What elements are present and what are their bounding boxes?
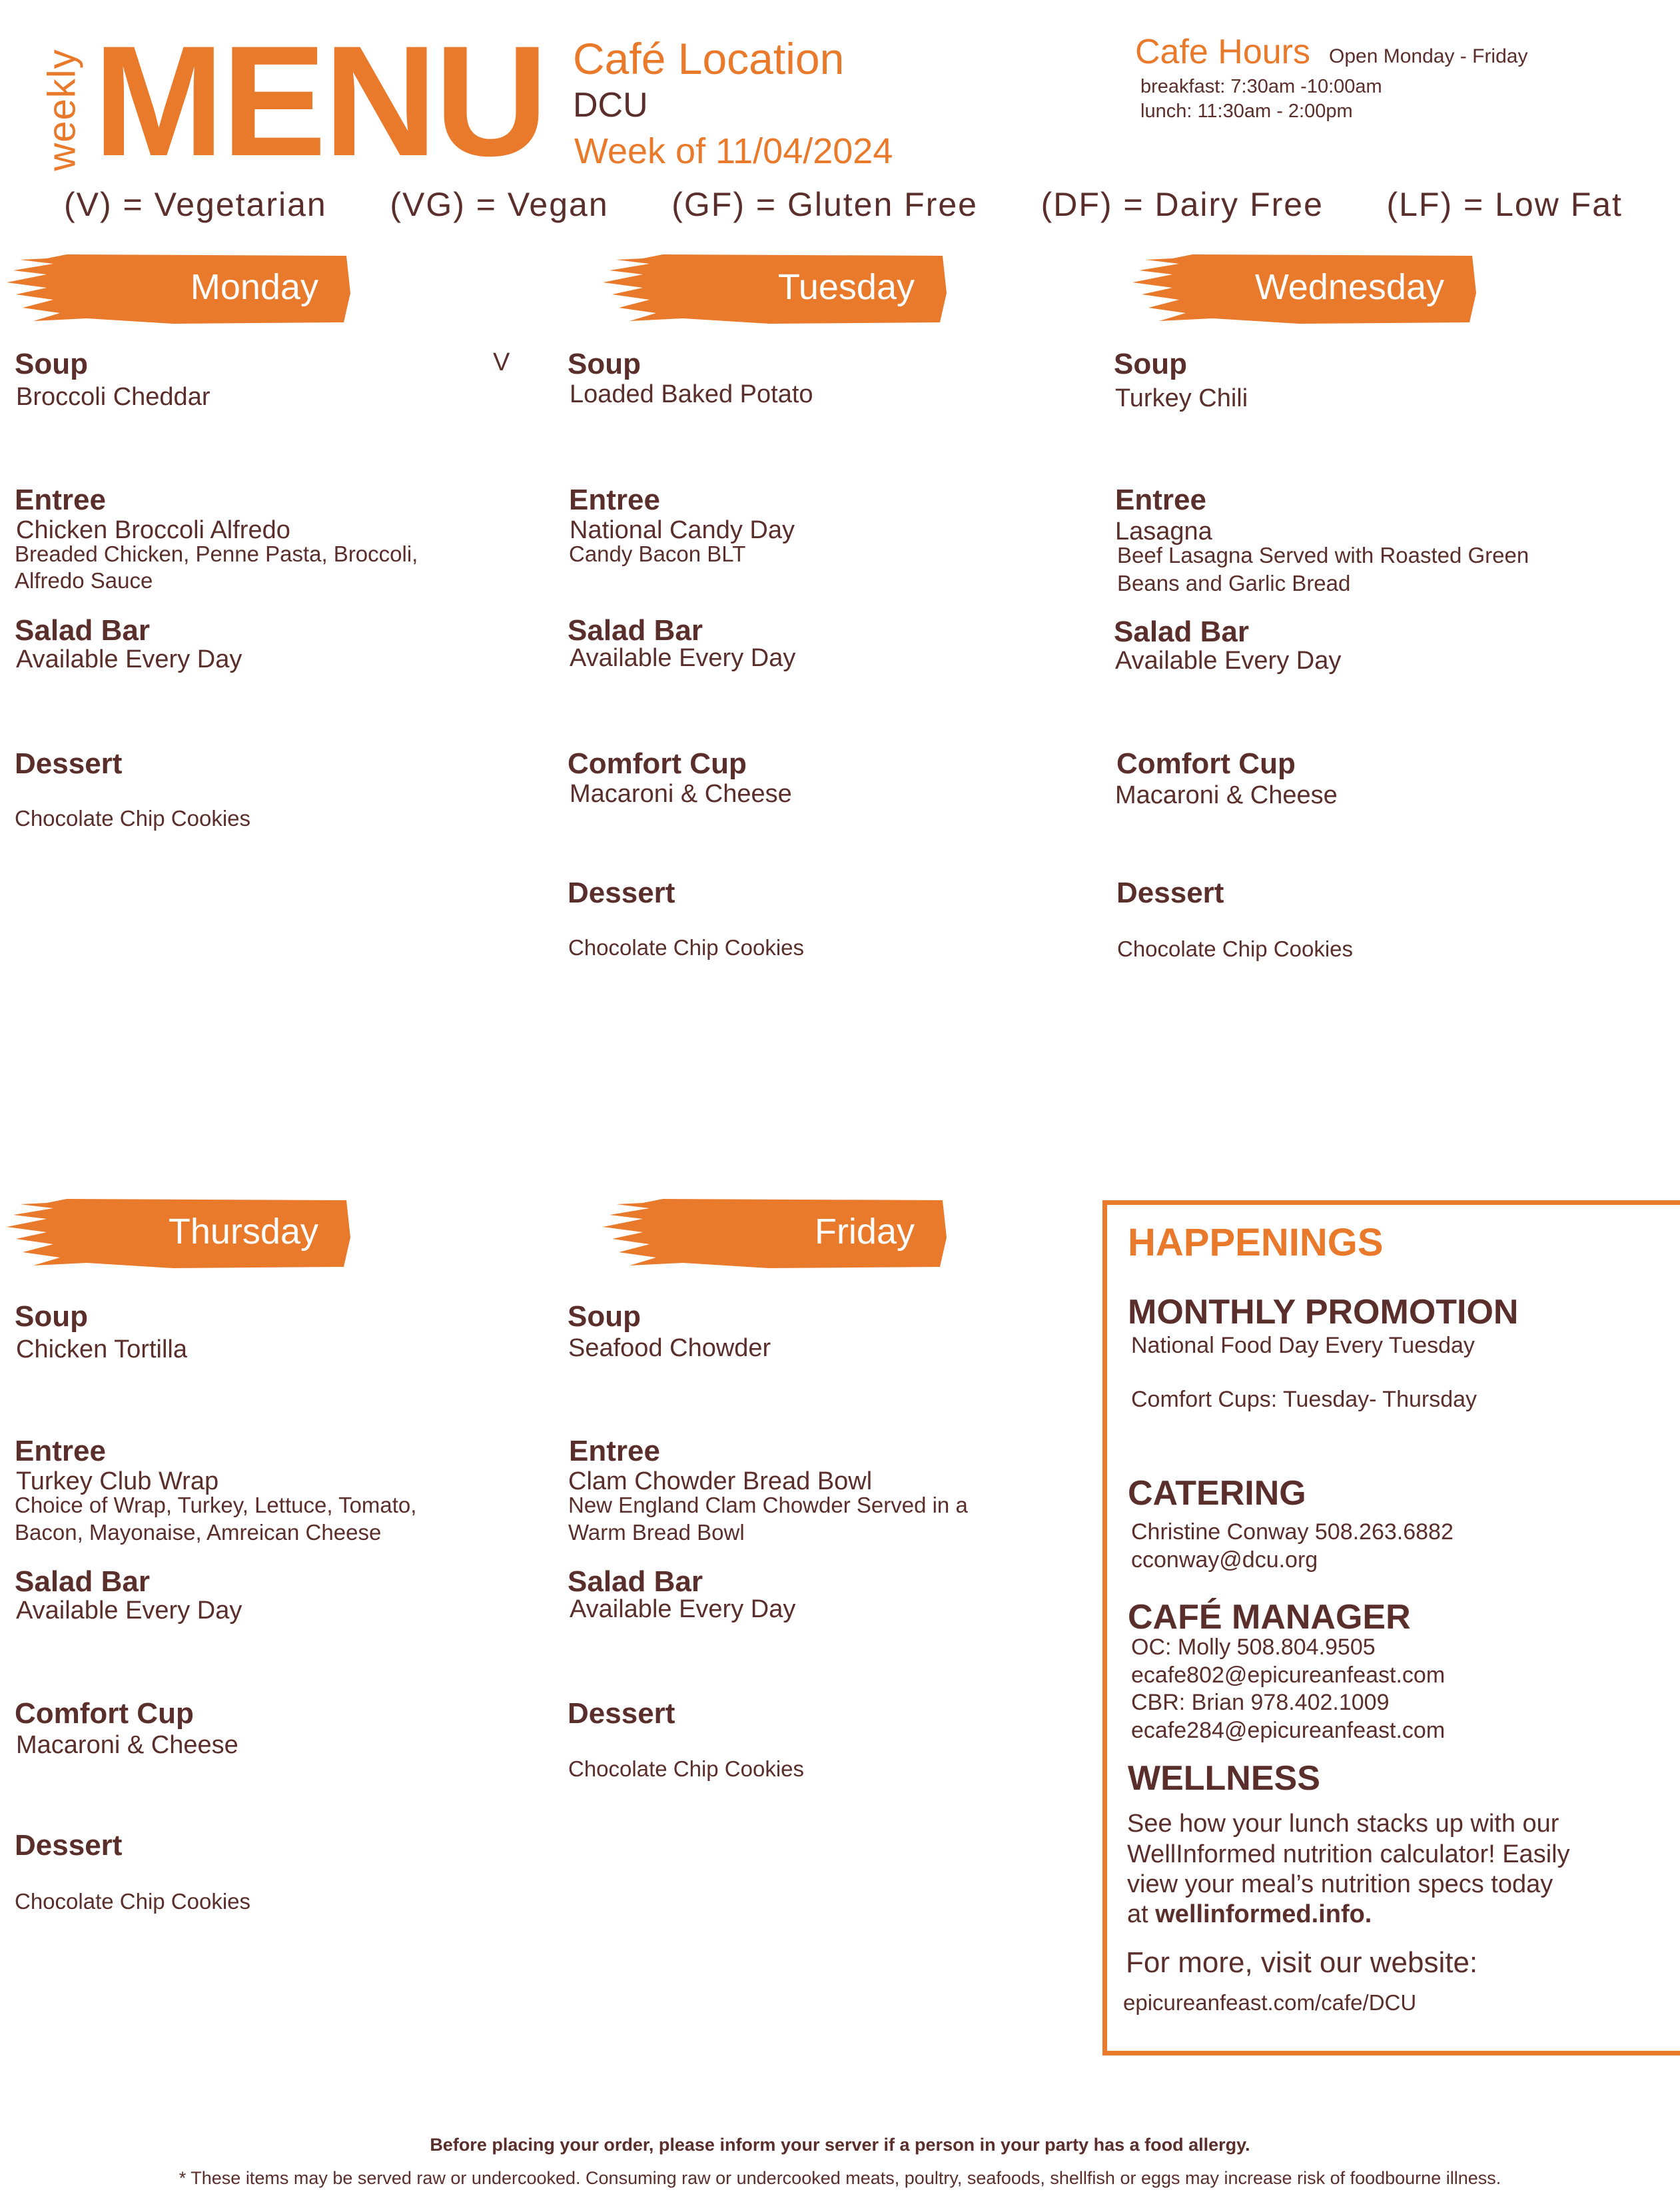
monday-dessert: Chocolate Chip Cookies [15,806,251,831]
tuesday-salad-heading: Salad Bar [568,614,703,647]
day-label-monday: Monday [190,267,318,307]
wednesday-soup: Turkey Chili [1115,384,1248,412]
wellinformed-link[interactable]: wellinformed.info. [1155,1900,1372,1928]
tuesday-dessert: Chocolate Chip Cookies [568,935,805,960]
friday-salad: Available Every Day [570,1595,796,1623]
thursday-comfort: Macaroni & Cheese [16,1731,238,1759]
friday-salad-heading: Salad Bar [568,1565,703,1598]
legend-vegan: (VG) = Vegan [390,186,609,223]
cafe-location-label: Café Location [573,34,845,83]
weekly-label [39,47,85,173]
weekly-text: weekly [40,49,84,171]
thursday-comfort-heading: Comfort Cup [15,1697,194,1730]
wednesday-salad-heading: Salad Bar [1114,615,1249,648]
tuesday-soup: Loaded Baked Potato [570,380,813,408]
wednesday-soup-heading: Soup [1114,348,1187,380]
day-label-wednesday: Wednesday [1254,267,1444,307]
legend-gluten-free: (GF) = Gluten Free [671,186,978,223]
catering-heading: CATERING [1128,1474,1306,1513]
wellness-heading: WELLNESS [1128,1759,1320,1798]
wellness-line-4-prefix: at [1127,1900,1156,1928]
website-link[interactable]: epicureanfeast.com/cafe/DCU [1123,1990,1417,2015]
manager-oc-email[interactable]: ecafe802@epicureanfeast.com [1131,1662,1446,1688]
tuesday-entree-heading: Entree [569,484,660,516]
thursday-dessert-heading: Dessert [15,1829,123,1862]
thursday-salad: Available Every Day [16,1597,242,1625]
tuesday-soup-heading: Soup [568,348,641,380]
tuesday-entree-desc-1: Candy Bacon BLT [569,542,746,566]
manager-cbr-email[interactable]: ecafe284@epicureanfeast.com [1131,1718,1446,1743]
allergy-notice: Before placing your order, please inform your server if a person in your party has a food allergy. [430,2135,1250,2155]
day-label-thursday: Thursday [168,1212,318,1252]
wednesday-comfort-heading: Comfort Cup [1116,747,1296,780]
legend-low-fat: (LF) = Low Fat [1386,186,1623,223]
wednesday-dessert-heading: Dessert [1116,877,1224,909]
monday-entree-desc-1: Breaded Chicken, Penne Pasta, Broccoli, [15,542,418,566]
banner-tuesday [603,253,949,326]
thursday-soup: Chicken Tortilla [16,1335,187,1363]
monday-soup-heading: Soup [15,348,88,380]
friday-soup-heading: Soup [568,1300,641,1333]
wednesday-entree-desc-2: Beans and Garlic Bread [1117,571,1351,595]
wednesday-entree-heading: Entree [1115,484,1206,516]
legend-vegetarian: (V) = Vegetarian [64,186,327,223]
friday-entree-desc-2: Warm Bread Bowl [568,1520,745,1545]
diet-legend [64,185,1623,224]
wednesday-entree: Lasagna [1115,518,1212,546]
menu-title: MENU [93,13,546,189]
monday-entree: Chicken Broccoli Alfredo [16,516,290,544]
banner-wednesday [1132,253,1479,326]
monday-soup: Broccoli Cheddar [16,383,210,411]
friday-entree-desc-1: New England Clam Chowder Served in a [568,1493,968,1517]
monday-dessert-heading: Dessert [15,747,123,780]
friday-entree-heading: Entree [569,1435,660,1467]
thursday-soup-heading: Soup [15,1300,88,1333]
tuesday-salad: Available Every Day [570,644,796,672]
catering-email[interactable]: cconway@dcu.org [1131,1547,1318,1573]
cafe-hours-lunch: lunch: 11:30am - 2:00pm [1140,101,1353,122]
monday-salad-heading: Salad Bar [15,614,150,647]
manager-oc: OC: Molly 508.804.9505 [1131,1635,1376,1660]
day-label-tuesday: Tuesday [777,267,915,307]
wednesday-salad: Available Every Day [1115,647,1342,675]
wednesday-comfort: Macaroni & Cheese [1115,781,1338,809]
thursday-entree: Turkey Club Wrap [16,1467,219,1495]
banner-monday [7,253,353,326]
week-of: Week of 11/04/2024 [574,131,893,171]
undercooked-warning: * These items may be served raw or undercooked. Consuming raw or undercooked meats, poultry, seafoods, shellfish or eggs may increase risk of foodbourne illness. [179,2168,1501,2188]
cafe-hours-open: Open Monday - Friday [1329,45,1528,67]
thursday-entree-desc-1: Choice of Wrap, Turkey, Lettuce, Tomato, [15,1493,417,1517]
tuesday-comfort-heading: Comfort Cup [568,747,747,780]
happenings-title: HAPPENINGS [1128,1221,1384,1264]
wednesday-entree-desc-1: Beef Lasagna Served with Roasted Green [1117,543,1529,567]
cafe-manager-heading: CAFÉ MANAGER [1128,1598,1411,1637]
banner-thursday [7,1198,353,1271]
friday-dessert: Chocolate Chip Cookies [568,1756,805,1781]
promotion-line-1: National Food Day Every Tuesday [1131,1333,1475,1358]
friday-soup: Seafood Chowder [568,1334,771,1362]
wellness-line-1: See how your lunch stacks up with our [1127,1810,1559,1838]
tuesday-entree: National Candy Day [570,516,795,544]
thursday-salad-heading: Salad Bar [15,1565,150,1598]
banner-friday [603,1198,949,1271]
manager-cbr: CBR: Brian 978.402.1009 [1131,1690,1390,1715]
wellness-line-2: WellInformed nutrition calculator! Easily [1127,1840,1570,1868]
tuesday-dessert-heading: Dessert [568,877,675,909]
tuesday-comfort: Macaroni & Cheese [570,780,792,808]
wednesday-dessert: Chocolate Chip Cookies [1117,936,1354,961]
monday-salad: Available Every Day [16,645,242,673]
cafe-hours-breakfast: breakfast: 7:30am -10:00am [1140,76,1382,97]
monthly-promotion-heading: MONTHLY PROMOTION [1128,1293,1519,1331]
thursday-entree-desc-2: Bacon, Mayonaise, Amreican Cheese [15,1520,382,1545]
thursday-dessert: Chocolate Chip Cookies [15,1889,251,1914]
friday-entree: Clam Chowder Bread Bowl [568,1467,873,1495]
wellness-line-4 [1127,1900,1372,1930]
monday-entree-desc-2: Alfredo Sauce [15,568,153,593]
cafe-hours-title: Cafe Hours [1135,33,1310,71]
promotion-line-2: Comfort Cups: Tuesday- Thursday [1131,1387,1477,1412]
friday-dessert-heading: Dessert [568,1697,675,1730]
wellness-line-3: view your meal’s nutrition specs today [1127,1870,1553,1898]
day-label-friday: Friday [814,1212,915,1252]
monday-soup-tag: V [493,348,510,376]
legend-dairy-free: (DF) = Dairy Free [1041,186,1324,223]
thursday-entree-heading: Entree [15,1435,106,1467]
monday-entree-heading: Entree [15,484,106,516]
more-info-text: For more, visit our website: [1126,1946,1478,1979]
catering-contact: Christine Conway 508.263.6882 [1131,1519,1454,1545]
cafe-location-value: DCU [573,86,648,125]
